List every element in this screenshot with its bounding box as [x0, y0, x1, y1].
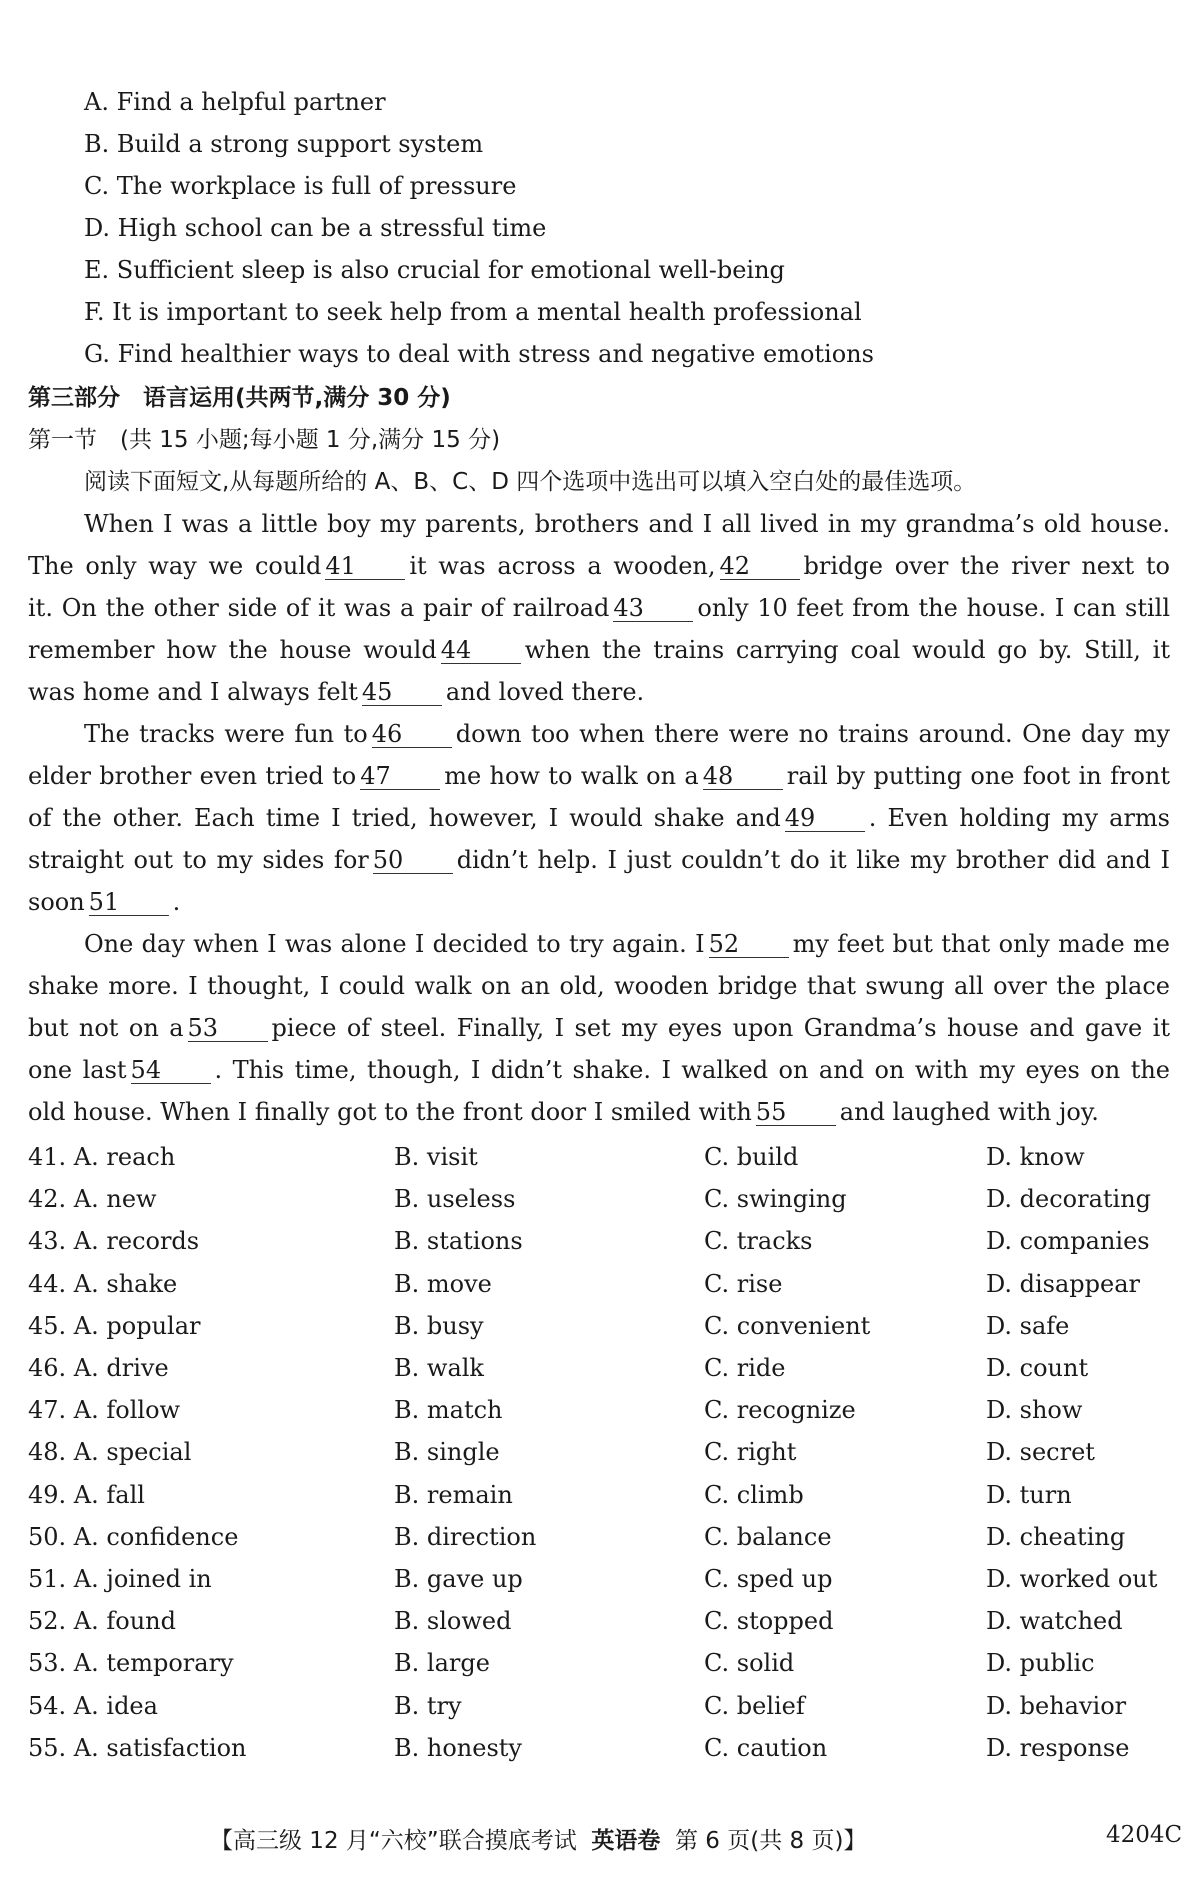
choice-a: 50. A. confidence — [28, 1522, 239, 1551]
option-e: E. Sufficient sleep is also crucial for emotional well-being — [84, 256, 785, 284]
choice-c: C. belief — [704, 1691, 805, 1720]
passage-line: of the other. Each time I tried, however, I would shake and 49 . Even holding my arms — [28, 804, 1170, 832]
blank-42: 42 — [720, 553, 800, 580]
option-b: B. Build a strong support system — [84, 130, 484, 158]
option-a: A. Find a helpful partner — [84, 88, 386, 116]
blank-46: 46 — [372, 721, 452, 748]
blank-48: 48 — [703, 763, 783, 790]
blank-51: 51 — [89, 889, 169, 916]
choice-a: 55. A. satisfaction — [28, 1733, 247, 1762]
choice-a: 43. A. records — [28, 1227, 200, 1256]
page-footer — [210, 1822, 866, 1855]
choice-d: D. disappear — [986, 1269, 1141, 1298]
choice-d: D. cheating — [986, 1522, 1126, 1551]
option-c: C. The workplace is full of pressure — [84, 172, 517, 200]
section-heading: 第一节 (共 15 小题;每小题 1 分,满分 15 分) — [28, 427, 501, 453]
choice-d: D. decorating — [986, 1185, 1152, 1214]
choice-d: D. response — [986, 1733, 1130, 1762]
passage-line: The only way we could 41 it was across a wooden, 42 bridge over the river next to — [28, 552, 1171, 580]
paper-code: 4204C — [1106, 1822, 1183, 1848]
choice-c: C. climb — [704, 1480, 804, 1509]
part-heading: 第三部分 语言运用(共两节,满分 30 分) — [28, 385, 451, 411]
choice-c: C. swinging — [704, 1185, 847, 1214]
choice-c: C. stopped — [704, 1607, 834, 1636]
choice-b: B. gave up — [394, 1565, 523, 1593]
choice-b: B. try — [394, 1691, 462, 1720]
choice-d: D. know — [986, 1143, 1085, 1171]
passage-line: remember how the house would 44 when the trains carrying coal would go by. Still, it — [28, 636, 1170, 664]
choice-c: C. rise — [704, 1269, 783, 1298]
passage-line: was home and I always felt 45 and loved there. — [28, 678, 645, 706]
choice-b: B. visit — [394, 1143, 478, 1171]
choice-d: D. count — [986, 1354, 1089, 1382]
option-f: F. It is important to seek help from a mental health professional — [84, 298, 862, 326]
blank-43: 43 — [613, 595, 693, 622]
choice-a: 53. A. temporary — [28, 1649, 234, 1678]
footer-page-number: 第 6 页(共 8 页)】 — [674, 1828, 867, 1854]
choice-a: 42. A. new — [28, 1185, 157, 1214]
choice-b: B. busy — [394, 1311, 484, 1340]
choice-c: C. right — [704, 1438, 797, 1467]
choice-d: D. show — [986, 1396, 1083, 1425]
choice-d: D. companies — [986, 1227, 1150, 1256]
choice-b: B. large — [394, 1649, 490, 1678]
choice-a: 46. A. drive — [28, 1354, 169, 1382]
passage-line: old house. When I finally got to the front door I smiled with 55 and laughed with joy. — [28, 1098, 1099, 1126]
choice-b: B. slowed — [394, 1607, 512, 1636]
choice-a: 45. A. popular — [28, 1311, 201, 1340]
choice-d: D. turn — [986, 1480, 1072, 1509]
passage-line: it. On the other side of it was a pair of railroad 43 only 10 feet from the house. I can still — [28, 594, 1170, 622]
choice-d: D. watched — [986, 1607, 1123, 1636]
choice-c: C. tracks — [704, 1227, 813, 1256]
passage-line: soon 51 . — [28, 888, 181, 916]
choice-a: 51. A. joined in — [28, 1565, 212, 1593]
blank-50: 50 — [373, 847, 453, 874]
choice-b: B. move — [394, 1269, 492, 1298]
choice-b: B. direction — [394, 1522, 537, 1551]
passage-line: straight out to my sides for 50 didn’t help. I just couldn’t do it like my brother did and I — [28, 846, 1171, 874]
choice-d: D. public — [986, 1649, 1095, 1678]
choice-a: 49. A. fall — [28, 1480, 145, 1509]
choice-c: C. convenient — [704, 1311, 871, 1340]
passage-line: elder brother even tried to 47 me how to walk on a 48 rail by putting one foot in front — [28, 762, 1170, 790]
choice-b: B. single — [394, 1438, 500, 1467]
choice-c: C. ride — [704, 1354, 786, 1382]
choice-a: 48. A. special — [28, 1438, 192, 1467]
choice-c: C. balance — [704, 1522, 832, 1551]
blank-54: 54 — [131, 1057, 211, 1084]
choice-d: D. secret — [986, 1438, 1095, 1467]
choice-a: 44. A. shake — [28, 1269, 178, 1298]
blank-52: 52 — [709, 931, 789, 958]
choice-b: B. honesty — [394, 1733, 522, 1762]
instruction: 阅读下面短文,从每题所给的 A、B、C、D 四个选项中选出可以填入空白处的最佳选项。 — [84, 469, 977, 495]
footer-subject: 英语卷 — [591, 1828, 661, 1854]
choice-d: D. behavior — [986, 1691, 1127, 1720]
footer-exam-title: 【高三级 12 月“六校”联合摸底考试 — [210, 1828, 577, 1854]
passage-line: One day when I was alone I decided to try again. I 52 my feet but that only made me — [84, 930, 1170, 958]
blank-53: 53 — [188, 1015, 268, 1042]
choice-d: D. worked out — [986, 1565, 1158, 1593]
choice-c: C. build — [704, 1143, 799, 1171]
blank-47: 47 — [360, 763, 440, 790]
passage-line: but not on a 53 piece of steel. Finally, I set my eyes upon Grandma’s house and gave it — [28, 1014, 1170, 1042]
passage-line: shake more. I thought, I could walk on an old, wooden bridge that swung all over the place — [28, 972, 1170, 1000]
choice-d: D. safe — [986, 1311, 1070, 1340]
blank-41: 41 — [325, 553, 405, 580]
choice-b: B. useless — [394, 1185, 516, 1214]
choice-b: B. remain — [394, 1480, 513, 1509]
choice-c: C. caution — [704, 1733, 828, 1762]
option-d: D. High school can be a stressful time — [84, 214, 547, 242]
choice-c: C. recognize — [704, 1396, 856, 1425]
choice-a: 41. A. reach — [28, 1143, 176, 1171]
choice-c: C. solid — [704, 1649, 795, 1678]
choice-a: 47. A. follow — [28, 1396, 181, 1425]
choice-a: 52. A. found — [28, 1607, 176, 1636]
passage-line: one last 54 . This time, though, I didn’t shake. I walked on and on with my eyes on the — [28, 1056, 1170, 1084]
passage-line: The tracks were fun to 46 down too when there were no trains around. One day my — [84, 720, 1170, 748]
option-g: G. Find healthier ways to deal with stress and negative emotions — [84, 340, 874, 368]
choice-b: B. stations — [394, 1227, 523, 1256]
passage-line: When I was a little boy my parents, brothers and I all lived in my grandma’s old house. — [84, 510, 1170, 538]
choice-a: 54. A. idea — [28, 1691, 158, 1720]
blank-44: 44 — [441, 637, 521, 664]
choice-c: C. sped up — [704, 1565, 833, 1593]
blank-55: 55 — [756, 1099, 836, 1126]
choice-b: B. walk — [394, 1354, 484, 1382]
choice-b: B. match — [394, 1396, 503, 1425]
blank-45: 45 — [362, 679, 442, 706]
blank-49: 49 — [785, 805, 865, 832]
